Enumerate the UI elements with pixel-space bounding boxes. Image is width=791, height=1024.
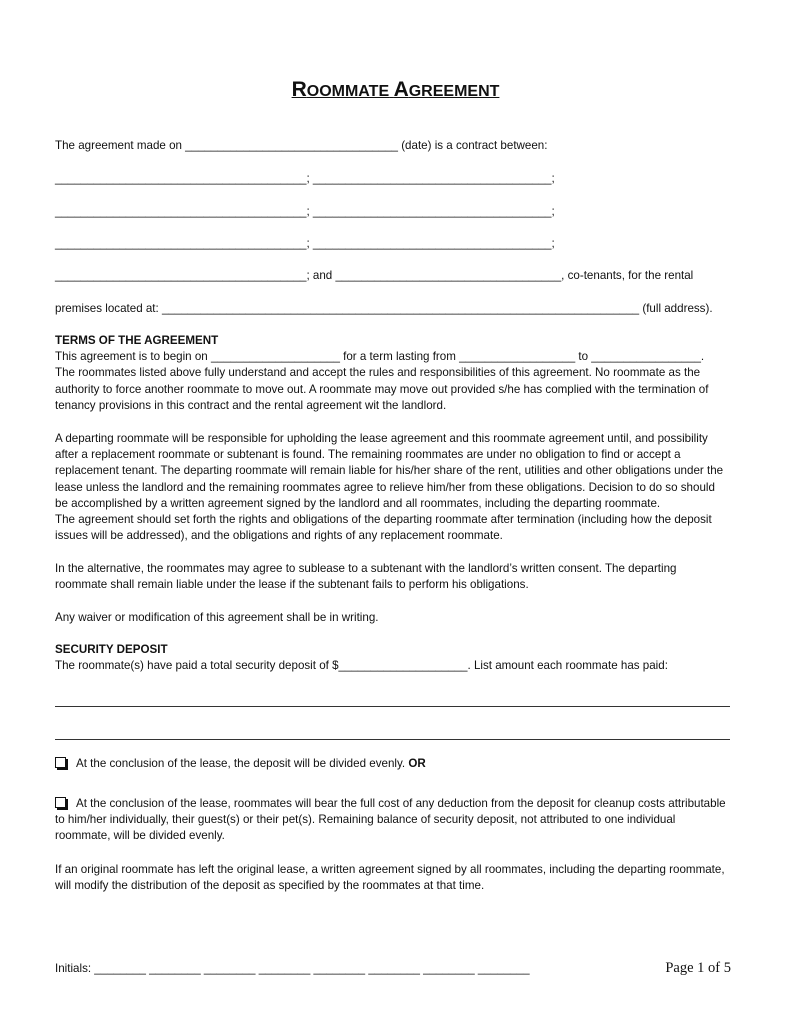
deposit-amount-line: The roommate(s) have paid a total security deposit of $____________________. List amount each roommate has paid: (55, 659, 668, 673)
terms-p2-line: lease unless the landlord and the remaining roommates agree to relieve him/her from these obligations. Decision to do so should (55, 480, 715, 494)
terms-paragraph-3 (55, 561, 677, 593)
terms-paragraph-4 (55, 610, 379, 626)
checkbox-divide-evenly[interactable] (55, 757, 66, 768)
terms-p2-line: A departing roommate will be responsible for upholding the lease agreement and this roommate agreement until, and possibility (55, 432, 708, 445)
title-rest-1: OOMMATE (306, 83, 390, 100)
terms-section (55, 333, 708, 414)
terms-p1-line: This agreement is to begin on ____________________ for a term lasting from __________________ to _________________. (55, 350, 705, 364)
option-2-line: roommate, will be divided evenly. (55, 829, 225, 843)
terms-p3-line: In the alternative, the roommates may agree to sublease to a subtenant with the landlord’s written consent. The departing (55, 562, 677, 575)
terms-p2-line: issues will be addressed), and the obligations and rights of any replacement roommate. (55, 529, 503, 543)
deposit-final-paragraph (55, 862, 725, 894)
terms-heading: TERMS OF THE AGREEMENT (55, 334, 219, 347)
terms-p2-line: after a replacement roommate or subtenant is found. The remaining roommates are under no obligation to find or accept a (55, 448, 681, 462)
option-2-line: At the conclusion of the lease, roommates will bear the full cost of any deduction from the deposit for cleanup costs attributable (76, 797, 726, 810)
option-1-or: OR (408, 757, 426, 770)
deposit-heading: SECURITY DEPOSIT (55, 643, 168, 656)
title-rest-2: GREEMENT (408, 83, 500, 100)
deposit-amount-rule-2[interactable] (55, 739, 730, 740)
terms-p1-line: The roommates listed above fully understand and accept the rules and responsibilities of this agreement. No roommate as the (55, 366, 701, 380)
option-2-line: to him/her individually, their guest(s) or their pet(s). Remaining balance of security deposit, not attributed to one individual (55, 813, 676, 827)
page-number: Page 1 of 5 (665, 960, 731, 976)
party-line-2: _______________________________________; _____________________________________; (55, 205, 555, 218)
party-line-3: _______________________________________; _____________________________________; (55, 237, 555, 250)
deposit-option-2 (55, 796, 726, 845)
checkbox-individual-cost[interactable] (55, 797, 66, 808)
terms-p2-line: be accomplished by a written agreement signed by the landlord and all roommates, including the departing roommate. (55, 496, 661, 510)
final-line: If an original roommate has left the original lease, a written agreement signed by all roommates, including the departing roommate, (55, 863, 725, 876)
terms-p1-line: tenancy provisions in this contract and the rental agreement wit the landlord. (55, 398, 447, 412)
terms-paragraph-2 (55, 431, 723, 544)
terms-p2-line: replacement tenant. The departing roommate will remain liable for his/her share of the rent, utilities and other obligations under the (55, 464, 724, 478)
party-line-4: _______________________________________; and ___________________________________, co-tenants, for the rental (55, 269, 694, 282)
premises-line: premises located at: __________________________________________________________________________ (full address). (55, 302, 713, 315)
agreement-date-line: The agreement made on _________________________________ (date) is a contract between: (55, 139, 548, 152)
option-1-text: At the conclusion of the lease, the deposit will be divided evenly. (76, 757, 409, 770)
deposit-section (55, 642, 668, 674)
initials-line[interactable]: Initials: ________ ________ ________ ________ ________ ________ ________ ________ (55, 962, 530, 975)
party-line-1: _______________________________________; _____________________________________; (55, 172, 555, 185)
deposit-amount-rule-1[interactable] (55, 706, 730, 707)
terms-p1-line: authority to force another roommate to move out. A roommate may move out provided s/he has complied with the termination of (55, 382, 709, 396)
terms-p4-line: Any waiver or modification of this agreement shall be in writing. (55, 611, 379, 624)
terms-p3-line: roommate shall remain liable under the lease if the subtenant fails to perform his obligations. (55, 578, 529, 592)
final-line: will modify the distribution of the deposit as specified by the roommates at that time. (55, 879, 485, 893)
document-title (0, 78, 791, 102)
title-initial-a: A (393, 78, 409, 101)
terms-p2-line: The agreement should set forth the rights and obligations of the departing roommate after termination (including how the deposit (55, 513, 712, 527)
title-initial-r: R (291, 78, 307, 101)
deposit-option-1 (55, 756, 426, 772)
